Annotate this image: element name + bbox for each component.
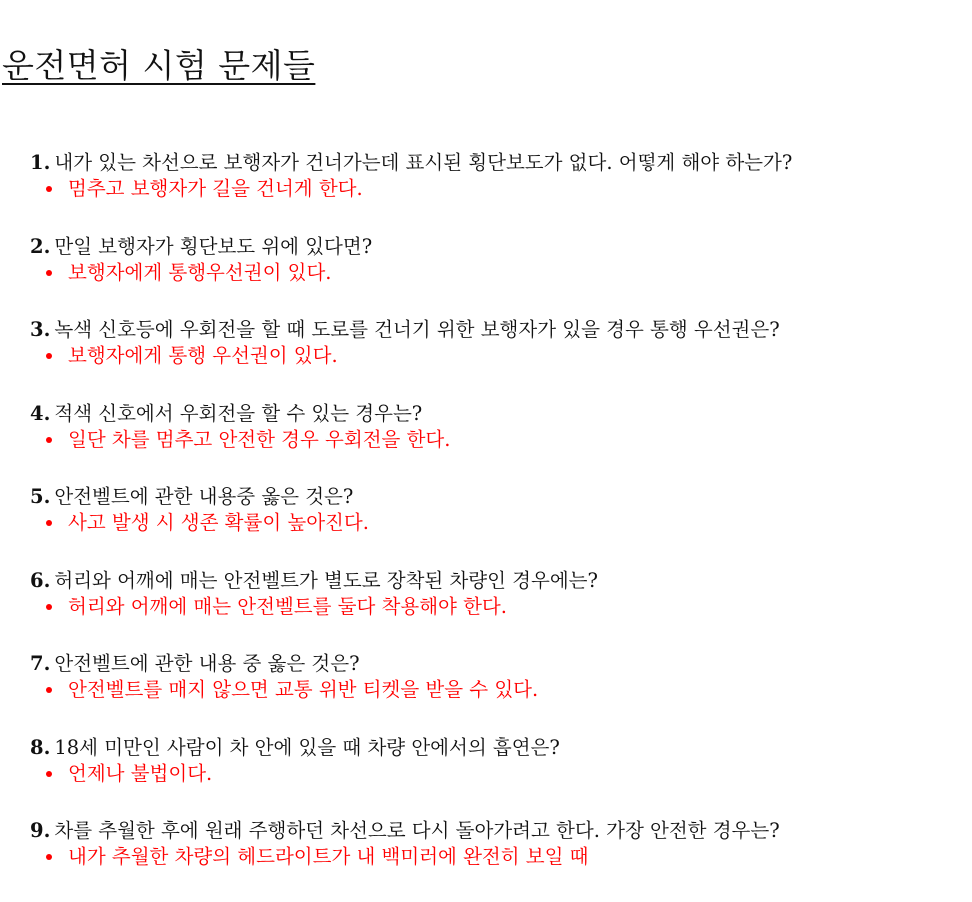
bullet-icon bbox=[46, 604, 52, 610]
answer-row bbox=[30, 594, 960, 620]
answer-row bbox=[30, 761, 960, 787]
question-number: 3. bbox=[30, 318, 51, 341]
question-item bbox=[30, 317, 960, 401]
bullet-icon bbox=[46, 437, 52, 443]
question-item bbox=[30, 484, 960, 568]
question-item bbox=[30, 735, 960, 819]
question-text bbox=[30, 651, 960, 677]
question-number: 7. bbox=[30, 652, 51, 675]
answer-text: 사고 발생 시 생존 확률이 높아진다. bbox=[68, 511, 369, 534]
answer-text: 안전벨트를 매지 않으면 교통 위반 티켓을 받을 수 있다. bbox=[68, 678, 539, 701]
question-number: 1. bbox=[30, 151, 51, 174]
question-item bbox=[30, 651, 960, 735]
question-item bbox=[30, 401, 960, 485]
question-text bbox=[30, 234, 960, 260]
bullet-icon bbox=[46, 520, 52, 526]
question-text bbox=[30, 484, 960, 510]
question-label: 안전벨트에 관한 내용중 옳은 것은? bbox=[54, 485, 354, 508]
question-label: 내가 있는 차선으로 보행자가 건너가는데 표시된 횡단보도가 없다. 어떻게 해야 하는가? bbox=[54, 151, 793, 174]
question-text bbox=[30, 317, 960, 343]
answer-row bbox=[30, 176, 960, 202]
answer-text: 보행자에게 통행우선권이 있다. bbox=[68, 260, 332, 284]
question-text bbox=[30, 568, 960, 594]
question-label: 차를 추월한 후에 원래 주행하던 차선으로 다시 돌아가려고 한다. 가장 안전한 경우는? bbox=[54, 819, 780, 842]
question-label: 허리와 어깨에 매는 안전벨트가 별도로 장착된 차량인 경우에는? bbox=[54, 568, 598, 592]
question-label: 녹색 신호등에 우회전을 할 때 도로를 건너기 위한 보행자가 있을 경우 통행 우선권은? bbox=[54, 318, 780, 341]
question-label: 안전벨트에 관한 내용 중 옳은 것은? bbox=[54, 652, 360, 675]
answer-text: 멈추고 보행자가 길을 건너게 한다. bbox=[68, 177, 363, 200]
question-number: 6. bbox=[30, 568, 51, 592]
question-number: 5. bbox=[30, 485, 51, 508]
bullet-icon bbox=[46, 270, 52, 276]
question-label: 적색 신호에서 우회전을 할 수 있는 경우는? bbox=[54, 401, 423, 425]
answer-row bbox=[30, 427, 960, 453]
question-item bbox=[30, 568, 960, 652]
bullet-icon bbox=[46, 186, 52, 192]
document-title: 운전면허 시험 문제들 bbox=[2, 46, 316, 85]
answer-text: 보행자에게 통행 우선권이 있다. bbox=[68, 344, 338, 367]
answer-row bbox=[30, 844, 960, 870]
question-text bbox=[30, 150, 960, 176]
question-item bbox=[30, 818, 960, 902]
answer-text: 언제나 불법이다. bbox=[68, 761, 213, 785]
answer-row bbox=[30, 260, 960, 286]
question-label: 18세 미만인 사람이 차 안에 있을 때 차량 안에서의 흡연은? bbox=[54, 735, 560, 759]
bullet-icon bbox=[46, 771, 52, 777]
answer-row bbox=[30, 510, 960, 536]
question-item bbox=[30, 150, 960, 234]
question-text bbox=[30, 818, 960, 844]
question-number: 4. bbox=[30, 401, 51, 425]
answer-text: 일단 차를 멈추고 안전한 경우 우회전을 한다. bbox=[68, 427, 451, 451]
question-list bbox=[30, 150, 960, 902]
bullet-icon bbox=[46, 687, 52, 693]
answer-row bbox=[30, 343, 960, 369]
question-label: 만일 보행자가 횡단보도 위에 있다면? bbox=[54, 234, 373, 258]
question-item bbox=[30, 234, 960, 318]
question-text bbox=[30, 401, 960, 427]
question-text bbox=[30, 735, 960, 761]
question-number: 9. bbox=[30, 819, 51, 842]
bullet-icon bbox=[46, 353, 52, 359]
answer-row bbox=[30, 677, 960, 703]
question-number: 8. bbox=[30, 735, 51, 759]
bullet-icon bbox=[46, 854, 52, 860]
answer-text: 허리와 어깨에 매는 안전벨트를 둘다 착용해야 한다. bbox=[68, 594, 507, 618]
question-number: 2. bbox=[30, 234, 51, 258]
answer-text: 내가 추월한 차량의 헤드라이트가 내 백미러에 완전히 보일 때 bbox=[68, 845, 589, 868]
